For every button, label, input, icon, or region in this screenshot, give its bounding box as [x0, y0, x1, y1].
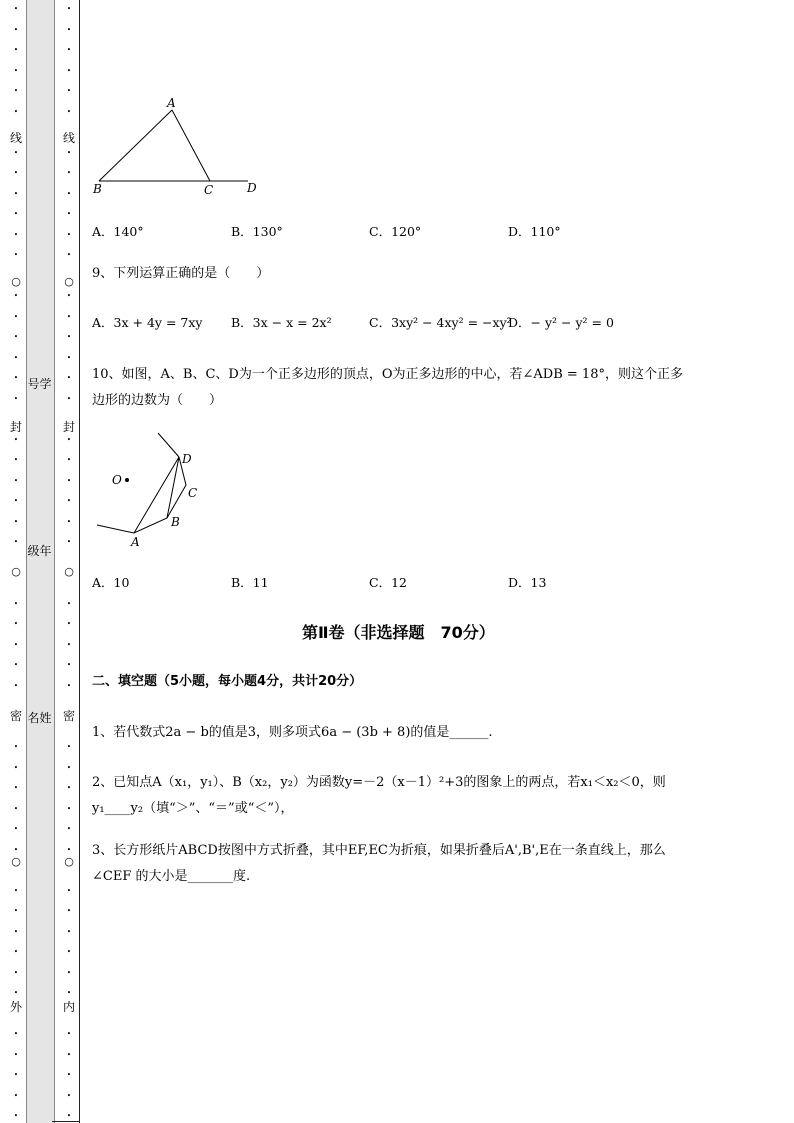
binding-dot: • — [66, 1051, 72, 1059]
binding-dot: • — [13, 436, 19, 444]
center-point-o — [125, 478, 129, 482]
binding-dot: • — [13, 764, 19, 772]
binding-dot: • — [66, 682, 72, 690]
binding-dot: • — [13, 1051, 19, 1059]
binding-dot: • — [66, 5, 72, 13]
binding-dot: • — [66, 928, 72, 936]
binding-bottom-line — [52, 1121, 80, 1122]
fill-in-section-title: 二、填空题（5小题，每小题4分，共计20分） — [92, 674, 363, 689]
binding-dot: • — [13, 969, 19, 977]
binding-dot: • — [66, 764, 72, 772]
label-b: B — [171, 515, 180, 529]
q10-option-a: A．10 — [92, 575, 130, 590]
binding-dot: • — [13, 497, 19, 505]
binding-label-right-3: 内 — [63, 1000, 76, 1014]
binding-dot: • — [13, 661, 19, 669]
binding-dot: • — [13, 67, 19, 75]
binding-dot: • — [66, 1092, 72, 1100]
binding-dot: • — [13, 989, 19, 997]
binding-dot: • — [13, 169, 19, 177]
binding-dot: • — [66, 251, 72, 259]
binding-label-left-3: 外 — [10, 1000, 23, 1014]
binding-dot: • — [66, 661, 72, 669]
binding-circle-icon: ○ — [11, 275, 21, 288]
q8-option-a: A．140° — [92, 224, 144, 239]
polygon-edge-upper — [158, 433, 179, 457]
strip-label-name: 名姓 — [27, 711, 52, 725]
binding-dot: • — [66, 1071, 72, 1079]
binding-dot: • — [66, 210, 72, 218]
binding-label-left-1: 封 — [10, 420, 23, 434]
binding-dot: • — [13, 928, 19, 936]
binding-dot: • — [66, 825, 72, 833]
binding-dot: • — [66, 46, 72, 54]
binding-circle-icon: ○ — [11, 855, 21, 868]
binding-dot: • — [13, 1112, 19, 1120]
label-o: O — [112, 473, 122, 487]
binding-dot: • — [13, 784, 19, 792]
binding-dot: • — [13, 231, 19, 239]
binding-dot: • — [66, 436, 72, 444]
binding-dot: • — [13, 1071, 19, 1079]
binding-dot: • — [66, 67, 72, 75]
binding-label-left-0: 线 — [10, 131, 23, 145]
label-b: B — [93, 182, 102, 196]
fill-question-2-line2: y₁____y₂（填“＞”、“＝”或“＜”）， — [92, 801, 294, 816]
binding-dot: • — [66, 1030, 72, 1038]
binding-dot: • — [13, 210, 19, 218]
binding-dot: • — [13, 682, 19, 690]
q10-option-b: B．11 — [231, 575, 269, 590]
q9-option-d: D．− y² − y² = 0 — [508, 315, 614, 330]
binding-circle-icon: ○ — [11, 565, 21, 578]
binding-dot: • — [66, 374, 72, 382]
binding-dot: • — [66, 395, 72, 403]
binding-cut-line — [79, 0, 80, 1123]
fill-question-2-line1: 2、已知点A（x₁，y₁）、B（x₂，y₂）为函数y=－2（x－1）²+3的图象上的两点，若x₁＜x₂＜0，则 — [92, 775, 666, 790]
binding-dot: • — [66, 169, 72, 177]
label-c: C — [188, 486, 198, 500]
strip-label-number: 号学 — [27, 377, 52, 391]
binding-dot: • — [13, 907, 19, 915]
binding-dot: • — [66, 26, 72, 34]
polygon-figure — [92, 425, 222, 550]
binding-dot: • — [66, 887, 72, 895]
binding-dot: • — [66, 456, 72, 464]
binding-dot: • — [13, 846, 19, 854]
q9-option-b: B．3x − x = 2x² — [231, 315, 332, 330]
binding-dot: • — [13, 825, 19, 833]
q10-stem-line1: 10、如图，A、B、C、D为一个正多边形的顶点，O为正多边形的中心，若∠ADB = 18°，则这个正多 — [92, 367, 683, 382]
binding-dot: • — [13, 333, 19, 341]
label-a: A — [131, 535, 140, 549]
binding-dot: • — [13, 395, 19, 403]
binding-dot: • — [66, 87, 72, 95]
q9-option-c: C．3xy² − 4xy² = −xy² — [369, 315, 512, 330]
fill-question-3-line2: ∠CEF 的大小是_______度. — [92, 869, 251, 884]
label-c: C — [204, 183, 214, 197]
q9-option-a: A．3x + 4y = 7xy — [92, 315, 203, 330]
binding-dot: • — [66, 989, 72, 997]
binding-dot: • — [13, 251, 19, 259]
binding-dot: • — [13, 805, 19, 813]
q8-option-b: B．130° — [231, 224, 283, 239]
binding-dot: • — [13, 354, 19, 362]
binding-dot: • — [66, 292, 72, 300]
binding-dot: • — [13, 641, 19, 649]
binding-dot: • — [66, 231, 72, 239]
binding-dot: • — [66, 1112, 72, 1120]
binding-label-right-2: 密 — [63, 709, 76, 723]
binding-dot: • — [13, 5, 19, 13]
binding-circle-icon: ○ — [64, 275, 74, 288]
binding-dot: • — [13, 948, 19, 956]
binding-dot: • — [13, 87, 19, 95]
binding-label-right-1: 封 — [63, 420, 76, 434]
label-d: D — [247, 181, 257, 195]
binding-dot: • — [13, 374, 19, 382]
binding-dot: • — [66, 518, 72, 526]
q9-stem: 9、下列运算正确的是（ ） — [92, 266, 270, 281]
binding-dot: • — [13, 190, 19, 198]
binding-dot: • — [13, 46, 19, 54]
binding-dot: • — [13, 600, 19, 608]
binding-dot: • — [66, 805, 72, 813]
label-a: A — [167, 96, 176, 110]
binding-dot: • — [66, 354, 72, 362]
binding-label-left-2: 密 — [10, 709, 23, 723]
binding-dot: • — [13, 1030, 19, 1038]
binding-margin — [0, 0, 84, 1123]
binding-dot: • — [66, 641, 72, 649]
binding-dot: • — [66, 846, 72, 854]
binding-dot: • — [13, 1092, 19, 1100]
binding-dot: • — [66, 497, 72, 505]
binding-dot: • — [66, 600, 72, 608]
binding-circle-icon: ○ — [64, 565, 74, 578]
binding-dot: • — [13, 887, 19, 895]
binding-dot: • — [66, 538, 72, 546]
binding-dot: • — [66, 743, 72, 751]
binding-label-right-0: 线 — [63, 131, 76, 145]
q10-option-c: C．12 — [369, 575, 407, 590]
binding-dot: • — [66, 149, 72, 157]
binding-dot: • — [66, 108, 72, 116]
segment-ac — [172, 110, 210, 181]
binding-dot: • — [13, 108, 19, 116]
binding-dot: • — [13, 477, 19, 485]
binding-dot: • — [13, 313, 19, 321]
binding-dot: • — [66, 477, 72, 485]
binding-dot: • — [13, 456, 19, 464]
binding-dot: • — [13, 743, 19, 751]
part2-title: 第Ⅱ卷（非选择题 70分） — [302, 623, 495, 642]
binding-dot: • — [13, 538, 19, 546]
q10-option-d: D．13 — [508, 575, 547, 590]
q8-option-d: D．110° — [508, 224, 561, 239]
binding-dot: • — [66, 620, 72, 628]
binding-dot: • — [66, 190, 72, 198]
fill-question-1: 1、若代数式2a − b的值是3，则多项式6a − (3b + 8)的值是______. — [92, 725, 493, 740]
q10-stem-line2: 边形的边数为（ ） — [92, 393, 223, 408]
segment-db — [167, 457, 179, 518]
binding-dot: • — [13, 149, 19, 157]
binding-dot: • — [66, 784, 72, 792]
binding-dot: • — [66, 313, 72, 321]
binding-dot: • — [66, 948, 72, 956]
binding-dot: • — [13, 292, 19, 300]
binding-strip — [26, 0, 55, 1123]
binding-dot: • — [66, 969, 72, 977]
binding-dot: • — [66, 907, 72, 915]
binding-circle-icon: ○ — [64, 855, 74, 868]
segment-ba — [99, 110, 172, 181]
binding-dot: • — [13, 620, 19, 628]
triangle-figure — [92, 95, 272, 200]
binding-dot: • — [13, 518, 19, 526]
label-d: D — [182, 452, 192, 466]
fill-question-3-line1: 3、长方形纸片ABCD按图中方式折叠，其中EF,EC为折痕，如果折叠后A',B',E在一条直线上，那么 — [92, 843, 666, 858]
strip-label-class: 级年 — [27, 544, 52, 558]
binding-dot: • — [13, 26, 19, 34]
binding-dot: • — [66, 333, 72, 341]
q8-option-c: C．120° — [369, 224, 422, 239]
